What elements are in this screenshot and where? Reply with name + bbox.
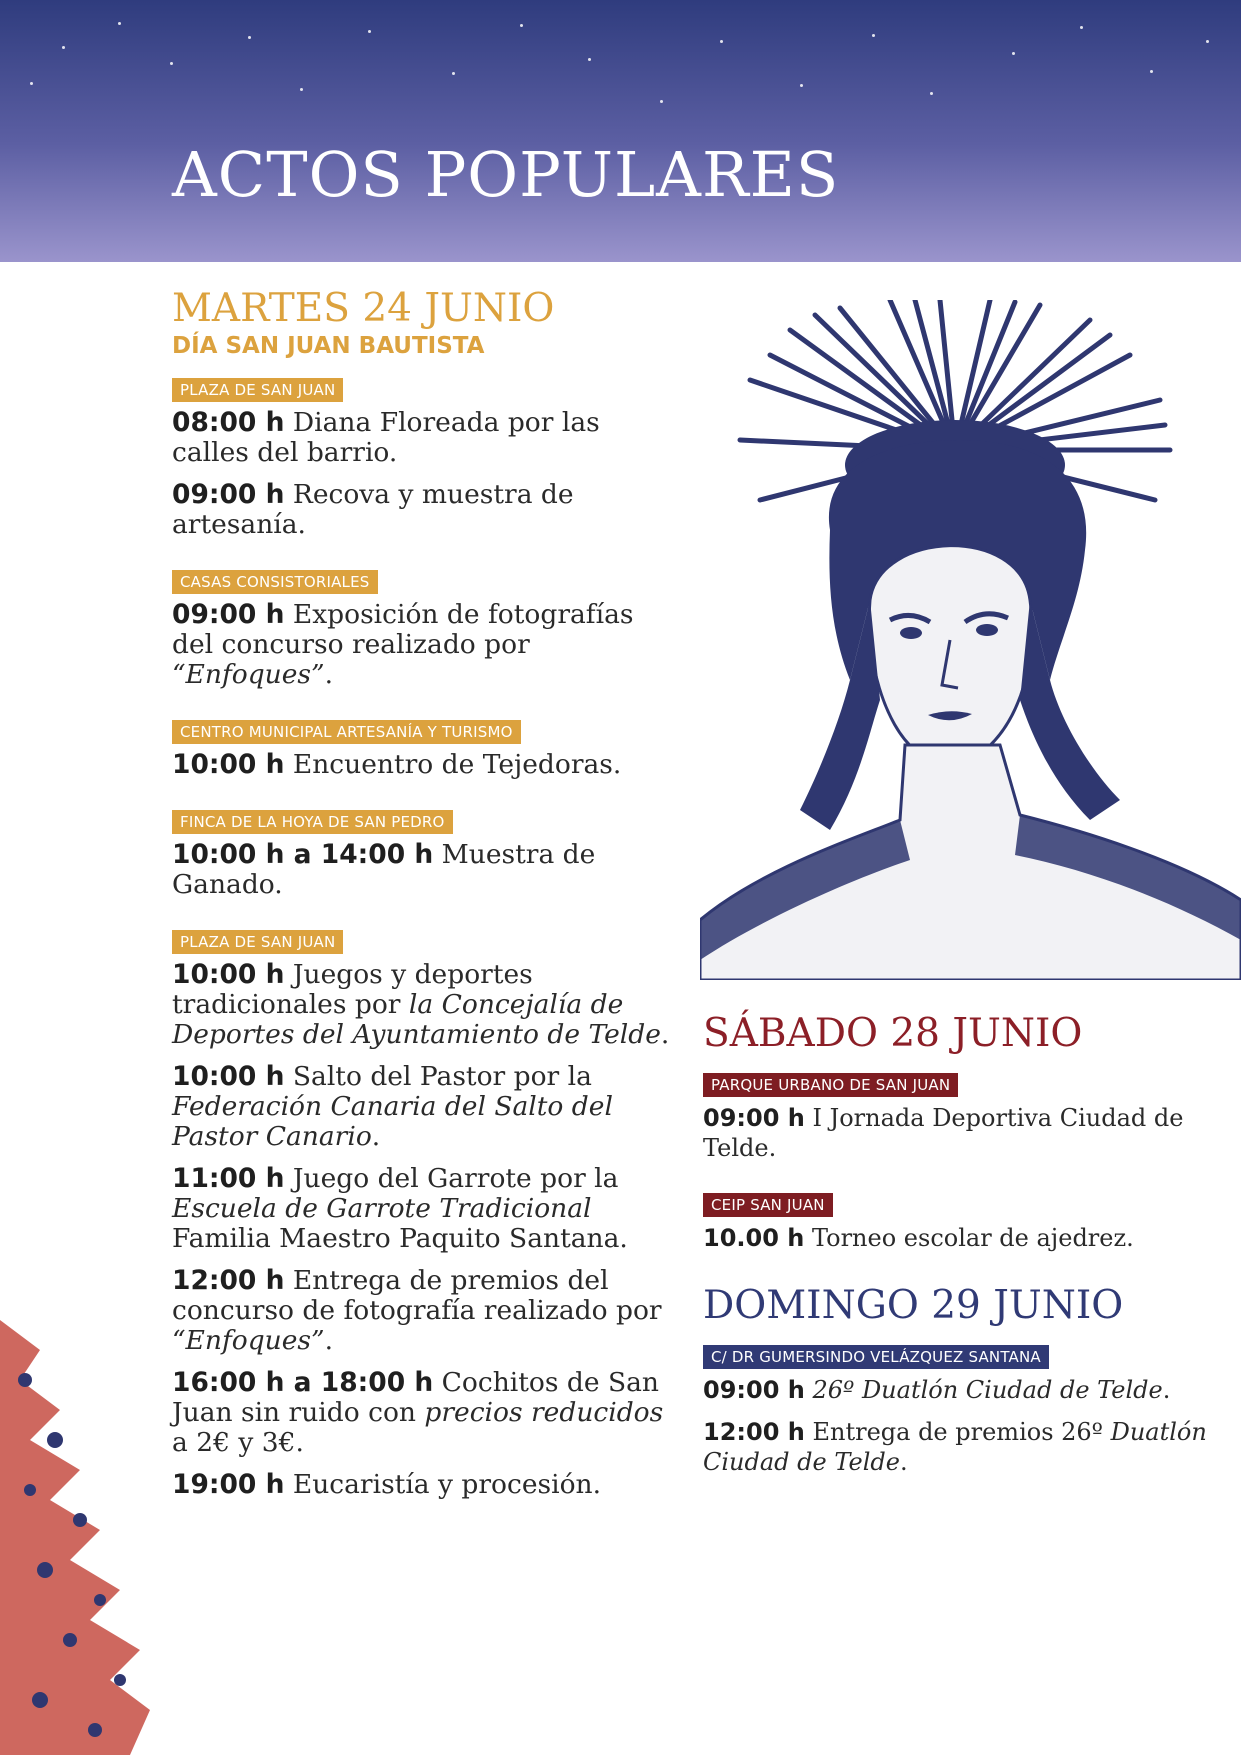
star-decoration bbox=[872, 34, 875, 37]
event-text-after: Familia Maestro Paquito Santana. bbox=[172, 1223, 628, 1254]
event-time: 19:00 h bbox=[172, 1469, 285, 1500]
venue-label: CASAS CONSISTORIALES bbox=[172, 570, 378, 594]
event-item bbox=[172, 1266, 682, 1356]
event-text: Diana Floreada por las calles del barrio. bbox=[172, 407, 600, 468]
event-text: Entrega de premios del concurso de fotografía realizado por bbox=[172, 1265, 662, 1326]
event-item bbox=[172, 480, 682, 540]
event-time: 09:00 h bbox=[172, 479, 285, 510]
day-title-sunday: DOMINGO 29 JUNIO bbox=[703, 1283, 1124, 1328]
event-italic: 26º Duatlón Ciudad de Telde bbox=[812, 1376, 1163, 1404]
star-decoration bbox=[1080, 26, 1083, 29]
event-text: Recova y muestra de artesanía. bbox=[172, 479, 574, 540]
event-time: 09:00 h bbox=[172, 599, 285, 630]
event-text-after: . bbox=[324, 1325, 334, 1356]
event-time: 11:00 h bbox=[172, 1163, 285, 1194]
venue-label: CEIP SAN JUAN bbox=[703, 1193, 833, 1217]
event-item bbox=[172, 1164, 682, 1254]
star-decoration bbox=[118, 22, 121, 25]
event-item bbox=[172, 1368, 682, 1458]
star-decoration bbox=[720, 40, 723, 43]
event-item bbox=[172, 408, 682, 468]
event-item bbox=[172, 600, 682, 690]
event-item bbox=[172, 840, 682, 900]
venue-label: PARQUE URBANO DE SAN JUAN bbox=[703, 1073, 958, 1097]
star-decoration bbox=[452, 72, 455, 75]
star-decoration bbox=[368, 30, 371, 33]
page-title: ACTOS POPULARES bbox=[172, 138, 840, 211]
event-time: 10:00 h bbox=[172, 1061, 285, 1092]
event-text: Salto del Pastor por la bbox=[284, 1061, 592, 1092]
event-italic: “Enfoques” bbox=[172, 659, 325, 690]
event-text-after: . bbox=[660, 1019, 670, 1050]
event-text: Muestra de Ganado. bbox=[172, 839, 596, 900]
event-text-after: . bbox=[324, 659, 334, 690]
day-title-tuesday: MARTES 24 JUNIO bbox=[172, 286, 555, 331]
foliage-decoration bbox=[0, 1320, 170, 1755]
event-time: 09:00 h bbox=[703, 1376, 805, 1404]
event-text: Torneo escolar de ajedrez. bbox=[804, 1224, 1134, 1252]
star-decoration bbox=[930, 92, 933, 95]
event-item bbox=[172, 1470, 682, 1500]
event-item bbox=[172, 750, 682, 780]
event-text: Cochitos de San Juan sin ruido con bbox=[172, 1367, 659, 1428]
event-text: I Jornada Deportiva Ciudad de Telde. bbox=[703, 1104, 1184, 1162]
event-time: 12:00 h bbox=[172, 1265, 285, 1296]
event-item bbox=[703, 1417, 1213, 1477]
star-decoration bbox=[660, 100, 663, 103]
event-text-after: a 2€ y 3€. bbox=[172, 1427, 304, 1458]
event-time: 10:00 h bbox=[172, 749, 285, 780]
star-decoration bbox=[62, 46, 65, 49]
event-text: Juegos y deportes tradicionales por bbox=[172, 959, 533, 1020]
venue-label: CENTRO MUNICIPAL ARTESANÍA Y TURISMO bbox=[172, 720, 521, 744]
venue-label: PLAZA DE SAN JUAN bbox=[172, 930, 343, 954]
star-decoration bbox=[520, 24, 523, 27]
event-text: Juego del Garrote por la bbox=[284, 1163, 619, 1194]
event-item bbox=[172, 960, 682, 1050]
day-title-saturday: SÁBADO 28 JUNIO bbox=[703, 1011, 1083, 1056]
event-item bbox=[703, 1375, 1213, 1405]
event-item bbox=[172, 1062, 682, 1152]
event-italic: la Concejalía de Deportes del Ayuntamiento de Telde bbox=[172, 989, 661, 1050]
day-subtitle: DÍA SAN JUAN BAUTISTA bbox=[172, 333, 485, 359]
event-time: 12:00 h bbox=[703, 1418, 805, 1446]
saint-portrait-illustration bbox=[700, 300, 1241, 980]
star-decoration bbox=[30, 82, 33, 85]
event-text: Entrega de premios 26º bbox=[804, 1418, 1111, 1446]
event-time: 10:00 h a 14:00 h bbox=[172, 839, 434, 870]
star-decoration bbox=[800, 84, 803, 87]
weekend-section bbox=[703, 1013, 1213, 1489]
event-italic: Federación Canaria del Salto del Pastor Canario bbox=[172, 1091, 613, 1152]
event-time: 10.00 h bbox=[703, 1224, 805, 1252]
star-decoration bbox=[170, 62, 173, 65]
venue-label: C/ DR GUMERSINDO VELÁZQUEZ SANTANA bbox=[703, 1345, 1049, 1369]
event-text: Eucaristía y procesión. bbox=[284, 1469, 602, 1500]
event-item bbox=[703, 1223, 1213, 1253]
event-italic: precios reducidos bbox=[424, 1397, 664, 1428]
event-text: Exposición de fotografías del concurso realizado por bbox=[172, 599, 634, 660]
star-decoration bbox=[1206, 40, 1209, 43]
event-italic: Duatlón Ciudad de Telde bbox=[703, 1418, 1207, 1476]
venue-label: PLAZA DE SAN JUAN bbox=[172, 378, 343, 402]
tuesday-section bbox=[172, 288, 682, 1512]
event-text-after: . bbox=[899, 1448, 908, 1476]
star-decoration bbox=[1150, 70, 1153, 73]
event-time: 09:00 h bbox=[703, 1104, 805, 1132]
star-decoration bbox=[248, 36, 251, 39]
event-item bbox=[703, 1103, 1213, 1163]
event-italic: “Enfoques” bbox=[172, 1325, 325, 1356]
event-italic: Escuela de Garrote Tradicional bbox=[172, 1193, 592, 1224]
star-decoration bbox=[300, 88, 303, 91]
event-text-after: . bbox=[371, 1121, 381, 1152]
venue-label: FINCA DE LA HOYA DE SAN PEDRO bbox=[172, 810, 453, 834]
header-banner bbox=[0, 0, 1241, 262]
event-text: Encuentro de Tejedoras. bbox=[284, 749, 622, 780]
event-time: 10:00 h bbox=[172, 959, 285, 990]
event-time: 16:00 h a 18:00 h bbox=[172, 1367, 434, 1398]
star-decoration bbox=[1012, 52, 1015, 55]
event-time: 08:00 h bbox=[172, 407, 285, 438]
star-decoration bbox=[588, 58, 591, 61]
event-text-after: . bbox=[1162, 1376, 1171, 1404]
